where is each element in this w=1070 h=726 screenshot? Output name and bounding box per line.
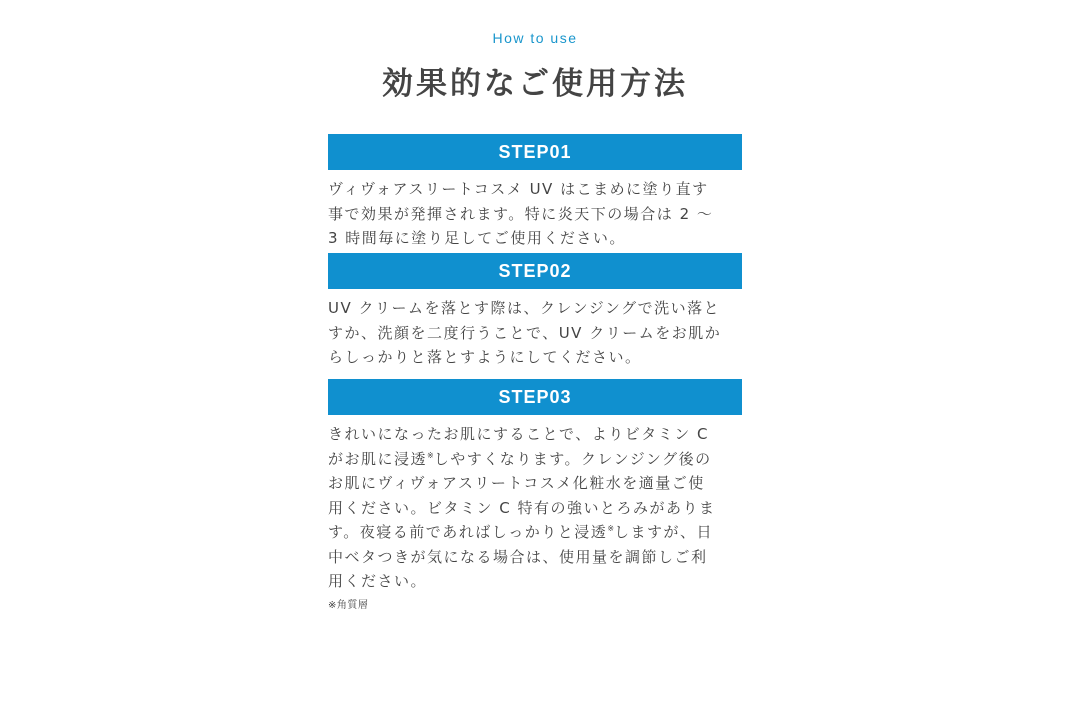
step-01-line: 事で効果が発揮されます。特に炎天下の場合は 2 〜	[328, 204, 714, 223]
step-02	[328, 253, 742, 379]
footnote-mark: ※	[607, 524, 615, 533]
step-02-line: UV クリームを落とす際は、クレンジングで洗い落と	[328, 299, 721, 317]
step-03-line: 中ベタつきが気になる場合は、使用量を調節しご利	[328, 547, 708, 566]
step-01	[328, 134, 742, 253]
step-03-line-part: がお肌に浸透	[328, 449, 428, 468]
step-03-line: 用ください。	[328, 572, 428, 590]
step-02-line: すか、洗顔を二度行うことで、UV クリームをお肌か	[328, 323, 722, 342]
step-02-text	[328, 289, 742, 379]
step-03-line-part: しますが、日	[614, 523, 714, 541]
step-03-line	[328, 447, 742, 472]
step-03-line-part: す。夜寝る前であればしっかりと浸透	[328, 523, 608, 541]
section-eyebrow: How to use	[492, 30, 578, 46]
step-02-line: らしっかりと落とすようにしてください。	[328, 348, 642, 366]
step-03-text	[328, 415, 742, 594]
step-03	[328, 379, 742, 611]
step-03-line: お肌にヴィヴォアスリートコスメ化粧水を適量ご使	[328, 474, 705, 492]
step-01-line: ヴィヴォアスリートコスメ UV はこまめに塗り直す	[328, 180, 709, 198]
step-01-text	[328, 170, 742, 253]
step-03-header: STEP03	[328, 379, 742, 415]
step-01-line: 3 時間毎に塗り足してご使用ください。	[328, 229, 626, 247]
steps-list	[328, 134, 742, 611]
step-03-line-part: しやすくなります。クレンジング後の	[433, 449, 712, 468]
step-02-header: STEP02	[328, 253, 742, 289]
footnote-mark: ※	[427, 450, 434, 460]
page-title: 効果的なご使用方法	[382, 66, 688, 102]
footnote: ※角質層	[328, 599, 369, 611]
step-01-header: STEP01	[328, 134, 742, 170]
step-03-line: 用ください。ビタミン C 特有の強いとろみがありま	[328, 498, 716, 517]
step-03-line	[328, 520, 742, 545]
step-03-line: きれいになったお肌にすることで、よりビタミン C	[328, 425, 709, 443]
